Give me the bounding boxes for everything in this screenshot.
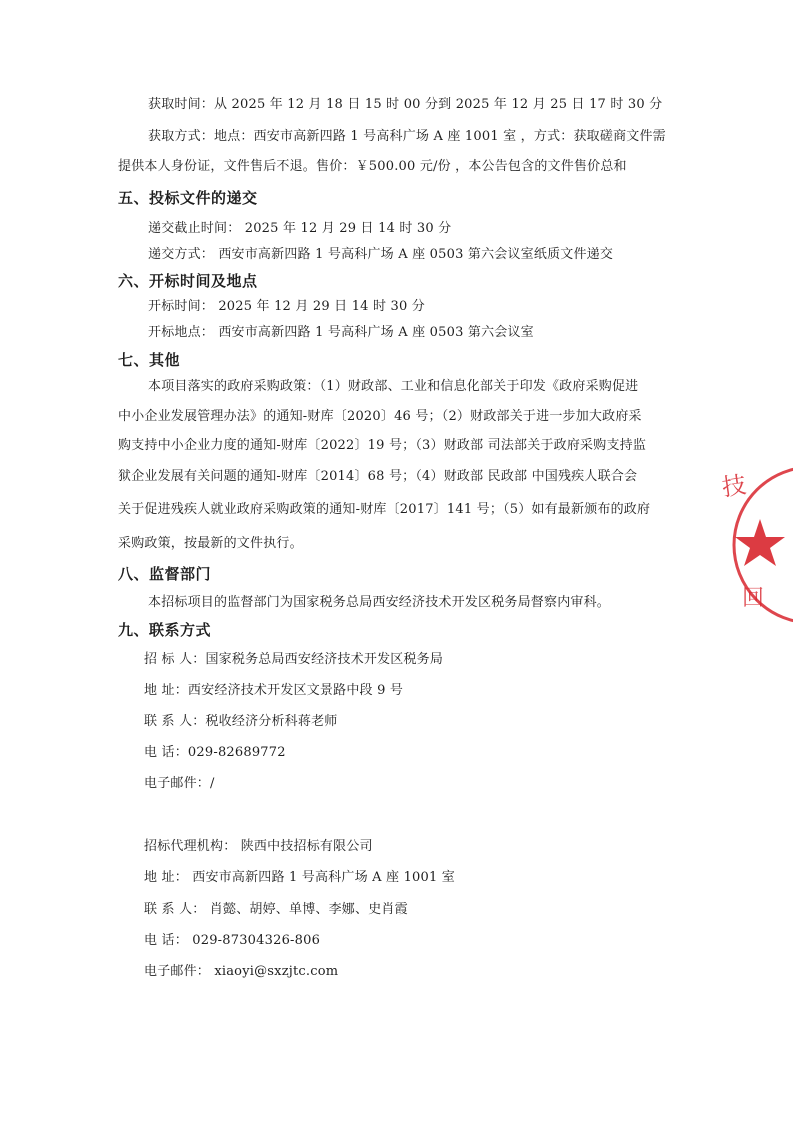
opening-time: 开标时间： 2025 年 12 月 29 日 14 时 30 分 (148, 299, 425, 314)
submission-deadline: 递交截止时间： 2025 年 12 月 29 日 14 时 30 分 (148, 221, 452, 236)
section-7-heading: 七、其他 (118, 351, 181, 369)
obtain-method-line-2: 提供本人身份证，文件售后不退。售价：￥500.00 元/份 ，本公告包含的文件售价总和 (118, 159, 627, 174)
policy-line-3: 购支持中小企业力度的通知-财库〔2022〕19 号；（3）财政部 司法部关于政府采购支持监 (118, 438, 647, 453)
agency-address: 地 址： 西安市高新四路 1 号高科广场 A 座 1001 室 (144, 870, 456, 885)
obtain-time-line: 获取时间：从 2025 年 12 月 18 日 15 时 00 分到 2025 年 12 月 25 日 17 时 30 分 (148, 97, 663, 112)
agency-contact: 联 系 人： 肖懿、胡婷、单博、李娜、史肖霞 (144, 902, 408, 917)
obtain-method-line-1: 获取方式：地点：西安市高新四路 1 号高科广场 A 座 1001 室 ，方式：获取磋商文件需 (148, 129, 666, 144)
purchaser-contact: 联 系 人：税收经济分析科蒋老师 (144, 714, 338, 729)
purchaser-address: 地 址：西安经济技术开发区文景路中段 9 号 (144, 683, 404, 698)
seal-text-bottom: 回 (742, 586, 765, 611)
purchaser-phone: 电 话：029-82689772 (144, 745, 286, 760)
submission-method: 递交方式： 西安市高新四路 1 号高科广场 A 座 0503 第六会议室纸质文件递交 (148, 247, 614, 262)
section-9-heading: 九、联系方式 (118, 621, 212, 639)
purchaser-name: 招 标 人：国家税务总局西安经济技术开发区税务局 (144, 652, 444, 667)
policy-line-5: 关于促进残疾人就业政府采购政策的通知-财库〔2017〕141 号；（5）如有最新颁布的政府 (118, 502, 651, 517)
section-8-heading: 八、监督部门 (118, 565, 212, 583)
seal-star-icon (735, 519, 785, 566)
agency-name: 招标代理机构： 陕西中技招标有限公司 (144, 839, 373, 854)
supervision-text: 本招标项目的监督部门为国家税务总局西安经济技术开发区税务局督察内审科。 (148, 595, 611, 610)
policy-line-4: 狱企业发展有关问题的通知-财库〔2014〕68 号；（4）财政部 民政部 中国残疾人联合会 (118, 469, 638, 484)
opening-place: 开标地点： 西安市高新四路 1 号高科广场 A 座 0503 第六会议室 (148, 325, 534, 340)
purchaser-email: 电子邮件：/ (144, 776, 215, 791)
agency-email: 电子邮件： xiaoyi@sxzjtc.com (144, 964, 339, 979)
agency-phone: 电 话： 029-87304326-806 (144, 933, 321, 948)
section-6-heading: 六、开标时间及地点 (118, 272, 258, 290)
policy-line-1: 本项目落实的政府采购政策：（1）财政部、工业和信息化部关于印发《政府采购促进 (148, 379, 639, 394)
section-5-heading: 五、投标文件的递交 (118, 189, 258, 207)
policy-line-2: 中小企业发展管理办法》的通知-财库〔2020〕46 号；（2）财政部关于进一步加大政府采 (118, 409, 642, 424)
policy-line-6: 采购政策，按最新的文件执行。 (118, 536, 303, 551)
seal-text-top: 技 (720, 470, 748, 502)
official-seal-stamp (720, 455, 793, 635)
